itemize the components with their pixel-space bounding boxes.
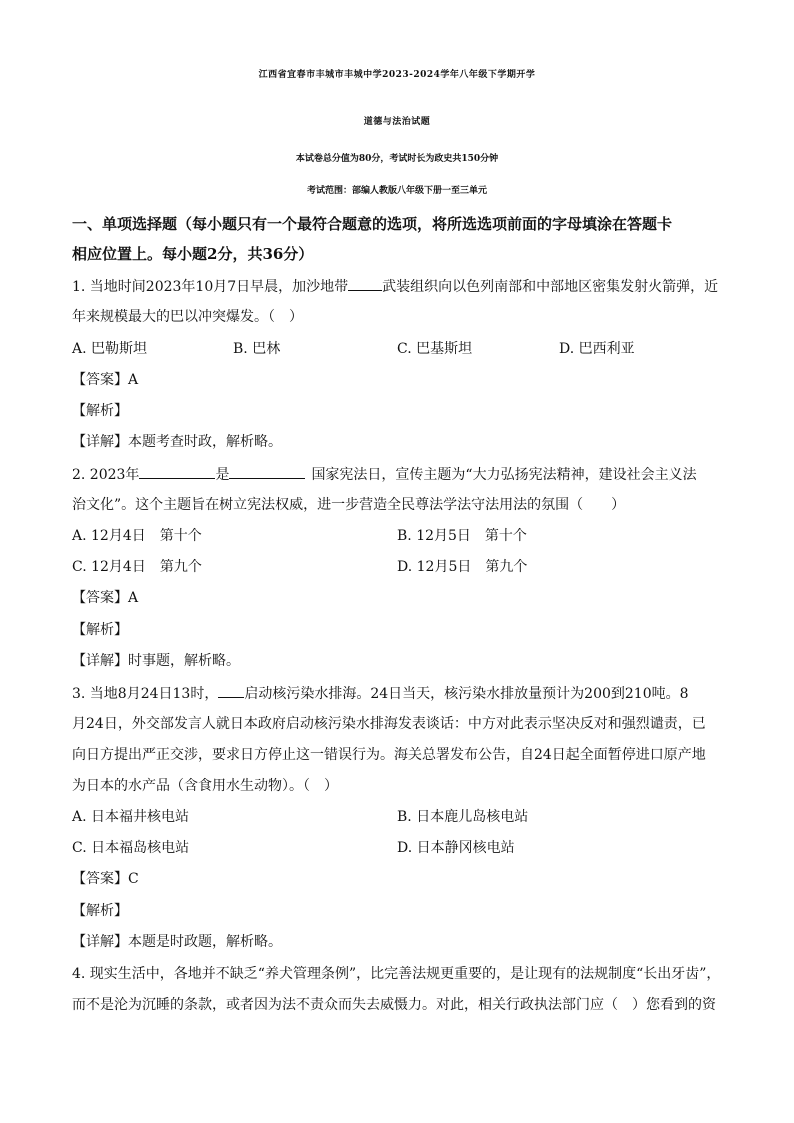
- section-heading-line1: 一、单项选择题（每小题只有一个最符合题意的选项，将所选选项前面的字母填涂在答题卡: [72, 215, 673, 233]
- exam-title-line1: 江西省宜春市丰城市丰城中学2023-2024学年八年级下学期开学: [258, 70, 536, 80]
- q1-detail: 【详解】本题考查时政，解析略。: [72, 434, 282, 450]
- exam-info-score: 本试卷总分值为80分，考试时长为政史共150分钟: [295, 154, 499, 164]
- exam-info-scope: 考试范围：部编人教版八年级下册一至三单元: [306, 186, 487, 196]
- q1-stem-part-a: 1. 当地时间2023年10月7日早晨，加沙地带: [72, 279, 349, 295]
- q2-detail: 【详解】时事题，解析略。: [72, 653, 240, 669]
- q3-detail: 【详解】本题是时政题，解析略。: [72, 934, 282, 950]
- q1-option-c: C. 巴基斯坦: [397, 341, 473, 357]
- q3-option-c: C. 日本福岛核电站: [72, 840, 190, 856]
- q3-stem-line4: 为日本的水产品（含食用水生动物）。（ ）: [72, 778, 338, 794]
- q1-option-d: D. 巴西利亚: [559, 341, 635, 357]
- q1-option-a: A. 巴勒斯坦: [72, 341, 148, 357]
- q3-stem-line3: 向日方提出严正交涉，要求日方停止这一错误行为。海关总署发布公告，自24日起全面暂停进口原产地: [72, 747, 706, 763]
- q3-stem-line1: [72, 683, 689, 704]
- q2-analysis: 【解析】: [72, 622, 128, 638]
- section-heading-line2: 相应位置上。每小题2分，共36分）: [72, 245, 314, 263]
- q1-blank: [348, 276, 382, 291]
- exam-title-line2: 道德与法治试题: [363, 117, 431, 127]
- q2-stem-part-c: 国家宪法日，宣传主题为“大力弘扬宪法精神，建设社会主义法: [311, 467, 697, 483]
- q1-stem-part-b: 武装组织向以色列南部和中部地区密集发射火箭弹，近: [382, 279, 719, 295]
- q4-stem-line2: 而不是沦为沉睡的条款，或者因为法不责众而失去威慑力。对此，相关行政执法部门应（ ）您看到的资: [72, 997, 716, 1013]
- q3-analysis: 【解析】: [72, 903, 128, 919]
- q2-option-a: A. 12月4日 第十个: [72, 528, 202, 544]
- q3-blank: [218, 683, 244, 698]
- q3-option-b: B. 日本鹿儿岛核电站: [397, 809, 529, 825]
- q2-stem-part-a: 2. 2023年: [72, 467, 140, 483]
- q3-option-a: A. 日本福井核电站: [72, 809, 190, 825]
- q4-stem-line1: 4. 现实生活中，各地并不缺乏“养犬管理条例”，比完善法规更重要的，是让现有的法规制度“长出牙齿”，: [72, 966, 721, 982]
- q2-option-c: C. 12月4日 第九个: [72, 559, 202, 575]
- q3-stem-part-b: 启动核污染水排海。24日当天，核污染水排放量预计为200到210吨。8: [244, 686, 689, 702]
- q2-blank-1: [139, 464, 215, 479]
- q3-stem-part-a: 3. 当地8月24日13时，: [72, 686, 219, 702]
- q3-answer: 【答案】C: [72, 871, 139, 887]
- q1-answer: 【答案】A: [72, 372, 139, 388]
- q1-stem-line2: 年来规模最大的巴以冲突爆发。（ ）: [72, 309, 303, 325]
- q2-option-b: B. 12月5日 第十个: [397, 528, 527, 544]
- q2-option-d: D. 12月5日 第九个: [397, 559, 528, 575]
- q2-stem-line1: [72, 464, 697, 485]
- q2-stem-part-b: 是: [215, 467, 230, 483]
- q1-stem-line1: [72, 276, 718, 297]
- q3-stem-line2: 月24日，外交部发言人就日本政府启动核污染水排海发表谈话：中方对此表示坚决反对和强烈谴责，已: [72, 716, 706, 732]
- q2-answer: 【答案】A: [72, 590, 139, 606]
- q2-blank-2: [229, 464, 305, 479]
- q2-stem-line2: 治文化”。这个主题旨在树立宪法权威，进一步营造全民尊法学法守法用法的氛围（ ）: [72, 497, 626, 513]
- q1-analysis: 【解析】: [72, 403, 128, 419]
- q3-option-d: D. 日本静冈核电站: [397, 840, 515, 856]
- q1-option-b: B. 巴林: [233, 341, 281, 357]
